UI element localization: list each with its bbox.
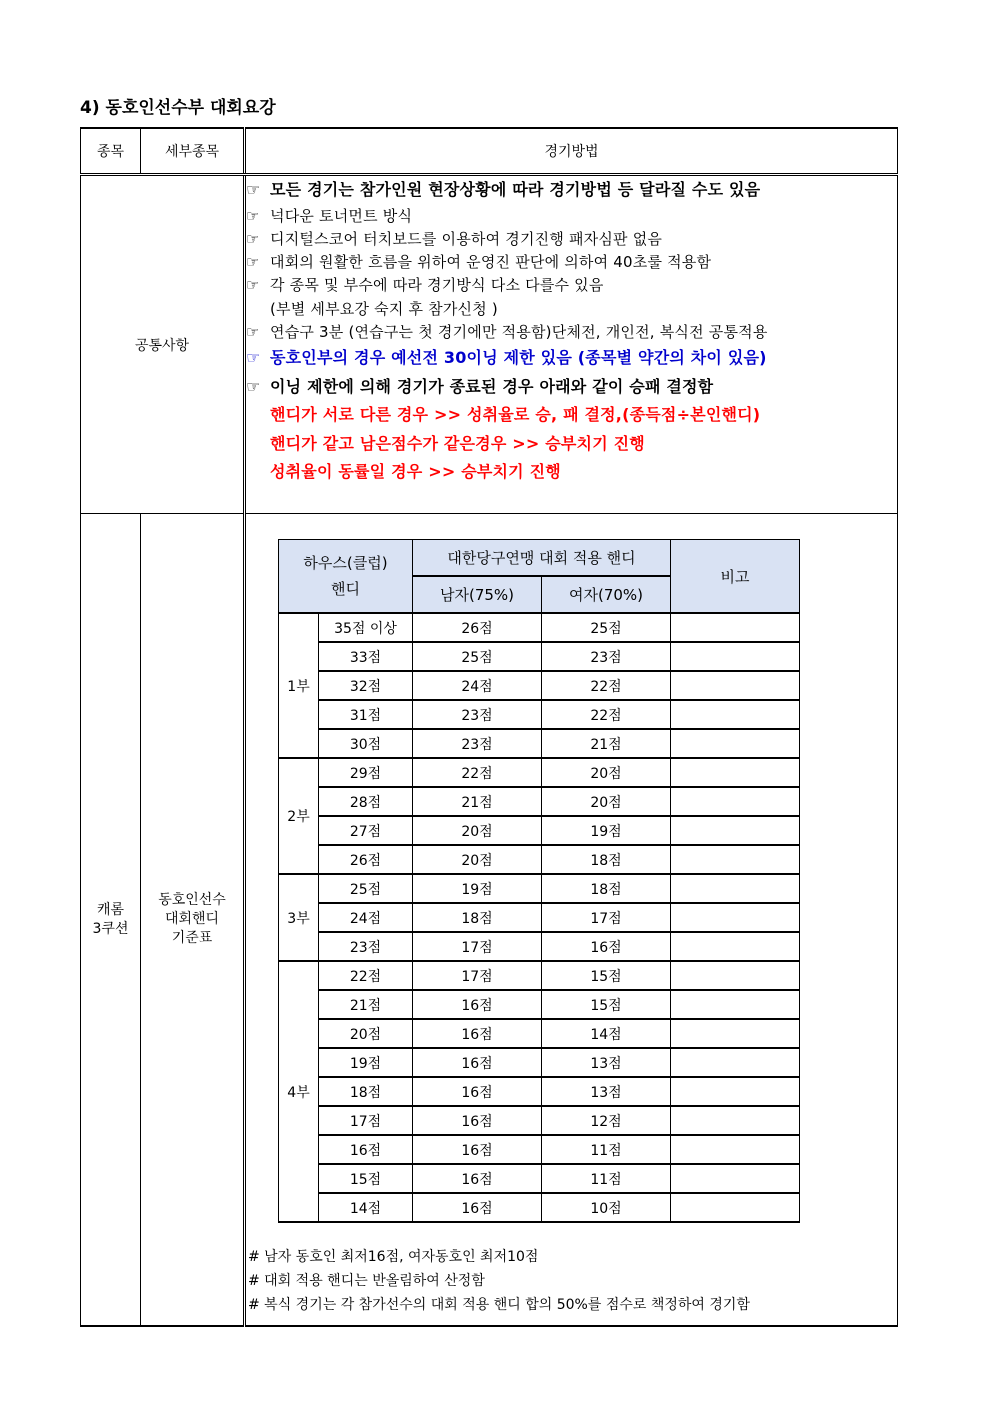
remark-cell bbox=[671, 1048, 800, 1077]
header-female: 여자(70%) bbox=[542, 576, 671, 613]
footnote: # 대회 적용 핸디는 반올림하여 산정함 bbox=[248, 1273, 485, 1289]
male-handicap-cell: 16점 bbox=[413, 1135, 542, 1164]
pointing-hand-icon: ☞ bbox=[246, 276, 260, 295]
male-handicap-cell: 16점 bbox=[413, 1077, 542, 1106]
handicap-table bbox=[278, 539, 800, 1223]
female-handicap-cell: 25점 bbox=[542, 613, 671, 642]
division-label: 1부 bbox=[279, 613, 319, 758]
tournament-rules-table bbox=[80, 127, 898, 1327]
header-remark: 비고 bbox=[671, 540, 800, 614]
table-row bbox=[279, 1019, 800, 1048]
pointing-hand-icon: ☞ bbox=[246, 322, 260, 341]
table-row bbox=[279, 874, 800, 903]
male-handicap-cell: 18점 bbox=[413, 903, 542, 932]
female-handicap-cell: 14점 bbox=[542, 1019, 671, 1048]
house-handicap-cell: 31점 bbox=[319, 700, 413, 729]
header-house-handicap: 하우스(클럽) 핸디 bbox=[279, 540, 413, 614]
footnote: # 복식 경기는 각 참가선수의 대회 적용 핸디 합의 50%를 점수로 책정하여 경기함 bbox=[248, 1297, 750, 1313]
male-handicap-cell: 16점 bbox=[413, 1164, 542, 1193]
remark-cell bbox=[671, 1135, 800, 1164]
pointing-hand-icon: ☞ bbox=[246, 206, 260, 225]
table-row bbox=[279, 961, 800, 990]
note-text: 모든 경기는 참가인원 현장상황에 따라 경기방법 등 달라질 수도 있음 bbox=[270, 180, 761, 199]
female-handicap-cell: 19점 bbox=[542, 816, 671, 845]
header-sub-event: 세부종목 bbox=[141, 128, 245, 175]
common-label: 공통사항 bbox=[81, 175, 245, 514]
remark-cell bbox=[671, 729, 800, 758]
house-handicap-cell: 15점 bbox=[319, 1164, 413, 1193]
note-line bbox=[246, 251, 897, 274]
house-handicap-cell: 32점 bbox=[319, 671, 413, 700]
house-handicap-cell: 20점 bbox=[319, 1019, 413, 1048]
house-handicap-cell: 18점 bbox=[319, 1077, 413, 1106]
note-text: 핸디가 같고 남은점수가 같은경우 >> 승부치기 진행 bbox=[270, 433, 645, 453]
female-handicap-cell: 20점 bbox=[542, 787, 671, 816]
note-line bbox=[246, 298, 897, 321]
table-row bbox=[279, 671, 800, 700]
table-row bbox=[279, 1048, 800, 1077]
pointing-hand-icon: ☞ bbox=[246, 180, 261, 199]
note-line bbox=[246, 205, 897, 228]
note-text: 넉다운 토너먼트 방식 bbox=[270, 206, 413, 225]
remark-cell bbox=[671, 874, 800, 903]
note-text: 연습구 3분 (연습구는 첫 경기에만 적용함)단체전, 개인전, 복식전 공통적용 bbox=[270, 322, 768, 341]
table-row bbox=[279, 787, 800, 816]
note-line bbox=[246, 458, 897, 487]
house-handicap-cell: 33점 bbox=[319, 642, 413, 671]
male-handicap-cell: 20점 bbox=[413, 816, 542, 845]
house-handicap-cell: 25점 bbox=[319, 874, 413, 903]
remark-cell bbox=[671, 903, 800, 932]
division-label: 4부 bbox=[279, 961, 319, 1222]
section-heading: 4) 동호인선수부 대회요강 bbox=[80, 98, 276, 118]
female-handicap-cell: 13점 bbox=[542, 1048, 671, 1077]
female-handicap-cell: 10점 bbox=[542, 1193, 671, 1222]
table-row bbox=[279, 990, 800, 1019]
table-row bbox=[279, 1106, 800, 1135]
house-handicap-cell: 35점 이상 bbox=[319, 613, 413, 642]
note-line bbox=[246, 176, 897, 205]
female-handicap-cell: 12점 bbox=[542, 1106, 671, 1135]
header-event: 종목 bbox=[81, 128, 141, 175]
house-handicap-cell: 16점 bbox=[319, 1135, 413, 1164]
table-row bbox=[279, 1193, 800, 1222]
female-handicap-cell: 23점 bbox=[542, 642, 671, 671]
female-handicap-cell: 15점 bbox=[542, 961, 671, 990]
table-row bbox=[279, 642, 800, 671]
remark-cell bbox=[671, 613, 800, 642]
header-federation-handicap: 대한당구연맹 대회 적용 핸디 bbox=[413, 540, 671, 577]
remark-cell bbox=[671, 758, 800, 787]
remark-cell bbox=[671, 990, 800, 1019]
carom-event: 캐롬 3쿠션 bbox=[81, 514, 141, 1327]
male-handicap-cell: 16점 bbox=[413, 1193, 542, 1222]
remark-cell bbox=[671, 671, 800, 700]
note-text: 동호인부의 경우 예선전 30이닝 제한 있음 (종목별 약간의 차이 있음) bbox=[270, 348, 767, 368]
male-handicap-cell: 24점 bbox=[413, 671, 542, 700]
table-row bbox=[279, 903, 800, 932]
house-handicap-cell: 28점 bbox=[319, 787, 413, 816]
male-handicap-cell: 26점 bbox=[413, 613, 542, 642]
male-handicap-cell: 17점 bbox=[413, 932, 542, 961]
footnotes bbox=[246, 1223, 897, 1325]
table-row bbox=[279, 816, 800, 845]
carom-sub-event: 동호인선수 대회핸디 기준표 bbox=[141, 514, 245, 1327]
pointing-hand-icon: ☞ bbox=[246, 229, 260, 248]
male-handicap-cell: 23점 bbox=[413, 729, 542, 758]
remark-cell bbox=[671, 700, 800, 729]
handicap-section bbox=[245, 514, 898, 1327]
female-handicap-cell: 22점 bbox=[542, 700, 671, 729]
note-line bbox=[246, 373, 897, 402]
house-handicap-cell: 17점 bbox=[319, 1106, 413, 1135]
male-handicap-cell: 17점 bbox=[413, 961, 542, 990]
male-handicap-cell: 16점 bbox=[413, 1106, 542, 1135]
footnote: # 남자 동호인 최저16점, 여자동호인 최저10점 bbox=[248, 1249, 539, 1265]
male-handicap-cell: 19점 bbox=[413, 874, 542, 903]
remark-cell bbox=[671, 816, 800, 845]
house-handicap-cell: 30점 bbox=[319, 729, 413, 758]
note-text: 각 종목 및 부수에 따라 경기방식 다소 다를수 있음 bbox=[270, 276, 604, 295]
female-handicap-cell: 18점 bbox=[542, 845, 671, 874]
table-row bbox=[279, 758, 800, 787]
house-handicap-cell: 23점 bbox=[319, 932, 413, 961]
remark-cell bbox=[671, 932, 800, 961]
pointing-hand-icon: ☞ bbox=[246, 376, 261, 396]
note-text: 이닝 제한에 의해 경기가 종료된 경우 아래와 같이 승패 결정함 bbox=[270, 376, 714, 396]
female-handicap-cell: 22점 bbox=[542, 671, 671, 700]
remark-cell bbox=[671, 1193, 800, 1222]
house-handicap-cell: 29점 bbox=[319, 758, 413, 787]
table-row bbox=[279, 1077, 800, 1106]
header-male: 남자(75%) bbox=[413, 576, 542, 613]
handicap-body bbox=[279, 613, 800, 1222]
house-handicap-cell: 14점 bbox=[319, 1193, 413, 1222]
pointing-hand-icon: ☞ bbox=[246, 348, 261, 368]
male-handicap-cell: 23점 bbox=[413, 700, 542, 729]
table-row bbox=[279, 1164, 800, 1193]
house-handicap-cell: 24점 bbox=[319, 903, 413, 932]
remark-cell bbox=[671, 1077, 800, 1106]
table-row bbox=[279, 700, 800, 729]
note-line bbox=[246, 401, 897, 430]
notes-list bbox=[246, 176, 897, 487]
remark-cell bbox=[671, 845, 800, 874]
note-text: 대회의 원활한 흐름을 위하여 운영진 판단에 의하여 40초룰 적용함 bbox=[270, 253, 712, 272]
division-label: 2부 bbox=[279, 758, 319, 874]
male-handicap-cell: 16점 bbox=[413, 990, 542, 1019]
note-text: 성취율이 동률일 경우 >> 승부치기 진행 bbox=[270, 462, 561, 482]
house-handicap-cell: 27점 bbox=[319, 816, 413, 845]
male-handicap-cell: 16점 bbox=[413, 1048, 542, 1077]
male-handicap-cell: 20점 bbox=[413, 845, 542, 874]
female-handicap-cell: 16점 bbox=[542, 932, 671, 961]
female-handicap-cell: 11점 bbox=[542, 1135, 671, 1164]
remark-cell bbox=[671, 787, 800, 816]
table-row bbox=[279, 613, 800, 642]
house-handicap-cell: 22점 bbox=[319, 961, 413, 990]
note-line bbox=[246, 274, 897, 297]
header-method: 경기방법 bbox=[245, 128, 898, 175]
note-line bbox=[246, 344, 897, 373]
female-handicap-cell: 20점 bbox=[542, 758, 671, 787]
table-row bbox=[279, 729, 800, 758]
male-handicap-cell: 25점 bbox=[413, 642, 542, 671]
note-line bbox=[246, 321, 897, 344]
note-text: (부별 세부요강 숙지 후 참가신청 ) bbox=[270, 299, 498, 318]
female-handicap-cell: 13점 bbox=[542, 1077, 671, 1106]
remark-cell bbox=[671, 1019, 800, 1048]
female-handicap-cell: 15점 bbox=[542, 990, 671, 1019]
male-handicap-cell: 21점 bbox=[413, 787, 542, 816]
remark-cell bbox=[671, 1164, 800, 1193]
remark-cell bbox=[671, 961, 800, 990]
female-handicap-cell: 18점 bbox=[542, 874, 671, 903]
note-text: 핸디가 서로 다른 경우 >> 성취율로 승, 패 결정,(종득점÷본인핸디) bbox=[270, 405, 761, 425]
remark-cell bbox=[671, 1106, 800, 1135]
note-text: 디지털스코어 터치보드를 이용하여 경기진행 패자심판 없음 bbox=[270, 229, 663, 248]
division-label: 3부 bbox=[279, 874, 319, 961]
remark-cell bbox=[671, 642, 800, 671]
table-row bbox=[279, 1135, 800, 1164]
house-handicap-cell: 21점 bbox=[319, 990, 413, 1019]
female-handicap-cell: 21점 bbox=[542, 729, 671, 758]
male-handicap-cell: 22점 bbox=[413, 758, 542, 787]
common-notes bbox=[245, 175, 898, 514]
pointing-hand-icon: ☞ bbox=[246, 253, 260, 272]
male-handicap-cell: 16점 bbox=[413, 1019, 542, 1048]
note-line bbox=[246, 430, 897, 459]
note-line bbox=[246, 228, 897, 251]
house-handicap-cell: 19점 bbox=[319, 1048, 413, 1077]
female-handicap-cell: 17점 bbox=[542, 903, 671, 932]
house-handicap-cell: 26점 bbox=[319, 845, 413, 874]
table-row bbox=[279, 932, 800, 961]
female-handicap-cell: 11점 bbox=[542, 1164, 671, 1193]
table-row bbox=[279, 845, 800, 874]
